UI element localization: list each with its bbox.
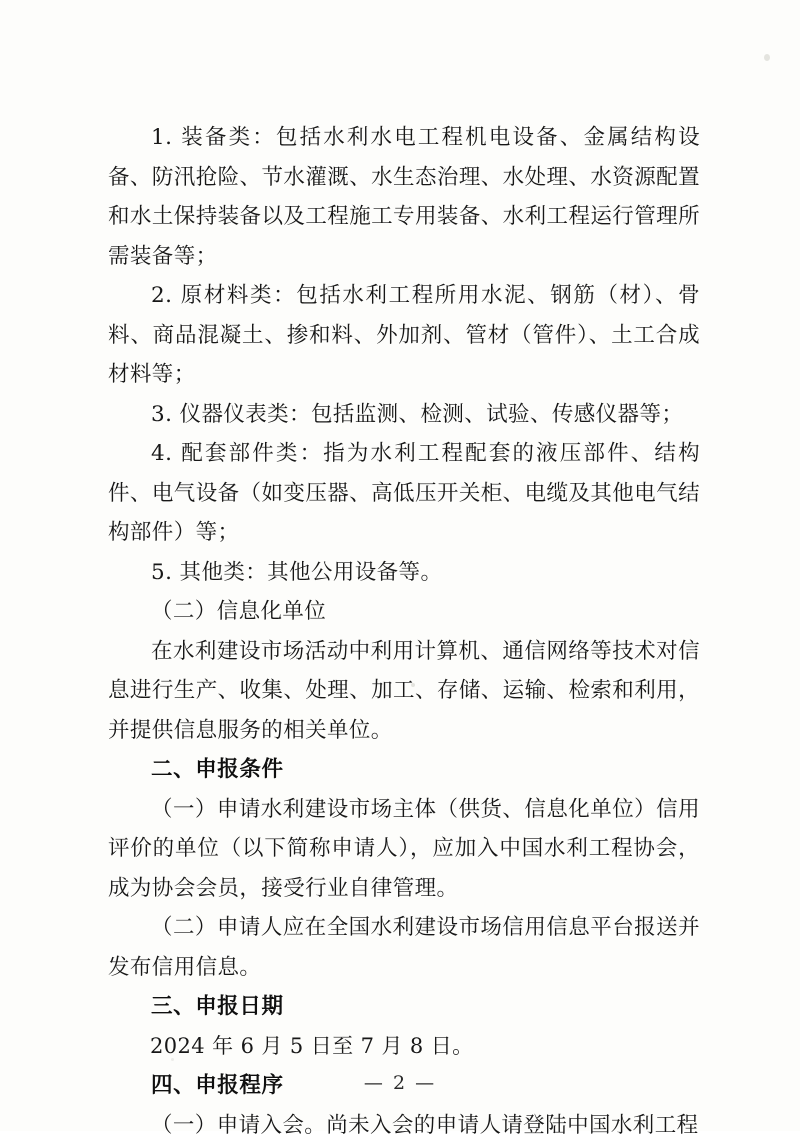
paragraph: （一）申请水利建设市场主体（供货、信息化单位）信用评价的单位（以下简称申请人），应加入中国水利工程协会，成为协会会员，接受行业自律管理。 xyxy=(108,790,700,909)
paragraph: （二）申请人应在全国水利建设市场信用信息平台报送并发布信用信息。 xyxy=(108,908,700,987)
list-item: 5. 其他类：其他公用设备等。 xyxy=(108,553,700,593)
document-body xyxy=(108,118,700,1145)
section-heading-two: 二、申报条件 xyxy=(108,750,700,790)
application-date: 2024 年 6 月 5 日至 7 月 8 日。 xyxy=(108,1027,700,1067)
list-item: 4. 配套部件类：指为水利工程配套的液压部件、结构件、电气设备（如变压器、高低压开关柜、电缆及其他电气结构部件）等； xyxy=(108,434,700,553)
list-item: 3. 仪器仪表类：包括监测、检测、试验、传感仪器等； xyxy=(108,395,700,435)
list-item: 1. 装备类：包括水利水电工程机电设备、金属结构设备、防汛抢险、节水灌溉、水生态治理、水处理、水资源配置和水土保持装备以及工程施工专用装备、水利工程运行管理所需装备等； xyxy=(108,118,700,276)
scan-speck xyxy=(764,54,770,61)
page-number: — 2 — xyxy=(0,1072,800,1094)
paragraph: （一）申请入会。尚未入会的申请人请登陆中国水利工程 xyxy=(108,1106,700,1145)
subsection-title: （二）信息化单位 xyxy=(108,592,700,632)
section-heading-three: 三、申报日期 xyxy=(108,987,700,1027)
paragraph: 在水利建设市场活动中利用计算机、通信网络等技术对信息进行生产、收集、处理、加工、存储、运输、检索和利用，并提供信息服务的相关单位。 xyxy=(108,632,700,751)
section-heading-four: 四、申报程序 xyxy=(108,1066,700,1106)
list-item: 2. 原材料类：包括水利工程所用水泥、钢筋（材）、骨料、商品混凝土、掺和料、外加剂、管材（管件）、土工合成材料等； xyxy=(108,276,700,395)
